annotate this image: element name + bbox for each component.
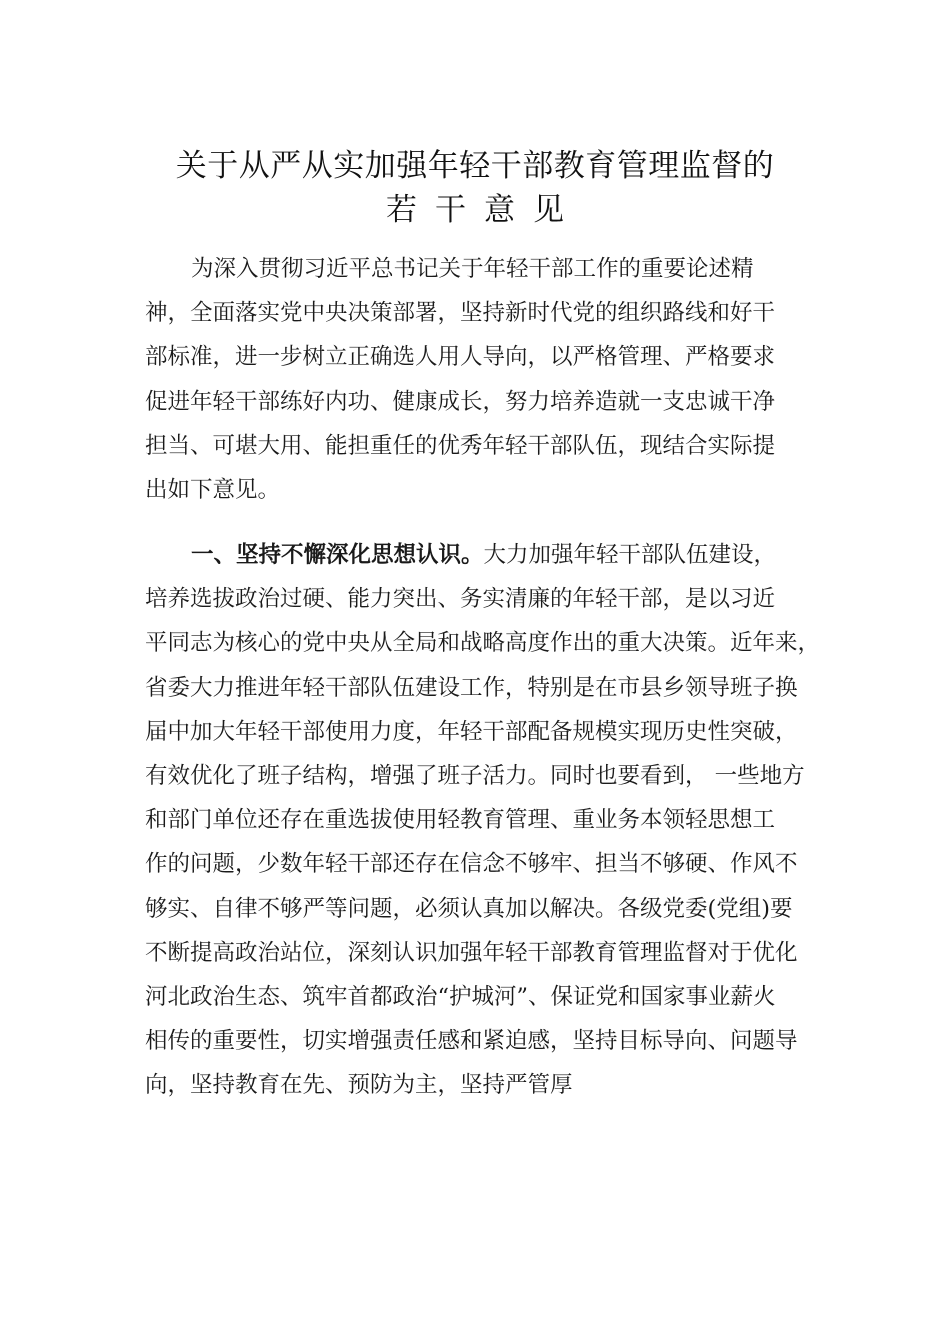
- intro-line: 担当、可堪大用、能担重任的优秀年轻干部队伍，现结合实际提: [145, 432, 776, 459]
- section-1-line: 和部门单位还存在重选拔使用轻教育管理、重业务本领轻思想工: [145, 807, 776, 834]
- section-1-line: 相传的重要性，切实增强责任感和紧迫感，坚持目标导向、问题导: [145, 1028, 798, 1055]
- intro-line: 出如下意见。: [145, 476, 281, 503]
- section-1-line: 省委大力推进年轻干部队伍建设工作，特别是在市县乡领导班子换: [145, 674, 798, 701]
- intro-line: 神，全面落实党中央决策部署，坚持新时代党的组织路线和好干: [145, 300, 776, 327]
- section-1-first-line-text: 大力加强年轻干部队伍建设，: [483, 542, 777, 568]
- section-1-line: 平同志为核心的党中央从全局和战略高度作出的重大决策。近年来，: [145, 630, 821, 657]
- section-1-paragraph: [145, 533, 835, 1107]
- section-1-line: 河北政治生态、筑牢首都政治“护城河”、保证党和国家事业薪火: [145, 983, 776, 1010]
- intro-line: 为深入贯彻习近平总书记关于年轻干部工作的重要论述精: [191, 256, 754, 282]
- intro-line: 部标准，进一步树立正确选人用人导向，以严格管理、严格要求: [145, 344, 776, 371]
- section-1-line: 有效优化了班子结构，增强了班子活力。同时也要看到， 一些地方: [145, 762, 805, 789]
- section-1-line: 作的问题，少数年轻干部还存在信念不够牢、担当不够硬、作风不: [145, 851, 798, 878]
- document-title-line-1: 关于从严从实加强年轻干部教育管理监督的: [175, 148, 775, 184]
- document-title-line-2: 若干意见: [386, 192, 582, 228]
- section-1-line: 培养选拔政治过硬、能力突出、务实清廉的年轻干部，是以习近: [145, 586, 776, 613]
- section-1-heading: 一、坚持不懈深化思想认识。: [191, 542, 484, 568]
- intro-paragraph: [145, 247, 835, 512]
- section-1-first-line: [145, 533, 835, 577]
- section-1-line: 届中加大年轻干部使用力度，年轻干部配备规模实现历史性突破，: [145, 718, 798, 745]
- section-1-line: 向，坚持教育在先、预防为主，坚持严管厚: [145, 1072, 573, 1099]
- intro-line: 促进年轻干部练好内功、健康成长，努力培养造就一支忠诚干净: [145, 388, 776, 415]
- section-1-line: 不断提高政治站位，深刻认识加强年轻干部教育管理监督对于优化: [145, 939, 798, 966]
- section-1-line: 够实、自律不够严等问题，必须认真加以解决。各级党委(党组)要: [145, 895, 793, 922]
